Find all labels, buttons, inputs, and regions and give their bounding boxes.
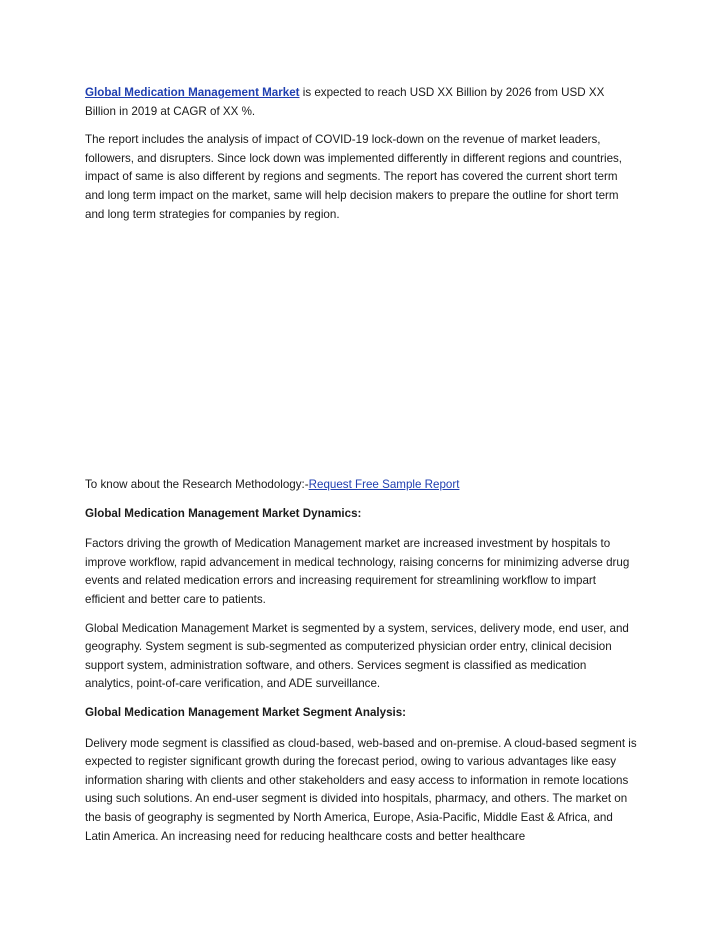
segment-paragraph: Delivery mode segment is classified as cloud-based, web-based and on-premise. A cloud-based segment is expected to register significant growth during the forecast period, owing to various advantages like easy information sharing with clients and other stakeholders and easy access to information in remote locations using such solutions. An end-user segment is divided into hospitals, pharmacy, and others. The market on the basis of geography is segmented by North America, Europe, Asia-Pacific, Middle East & Africa, and Latin America. An increasing need for reducing healthcare costs and better healthcare bbox=[85, 736, 637, 843]
dynamics-paragraph: Factors driving the growth of Medication Management market are increased investment by hospitals to improve workflow, rapid advancement in medical technology, raising concerns for minimizing adverse drug events and related medication errors and increasing requirement for streamlining workflow to impart efficient and better care to patients. bbox=[85, 537, 630, 606]
bottom-text-block bbox=[85, 476, 637, 856]
sample-report-link[interactable]: Request Free Sample Report bbox=[308, 478, 460, 491]
segment-analysis-heading: Global Medication Management Market Segment Analysis: bbox=[85, 705, 407, 719]
intro-paragraph bbox=[85, 84, 637, 121]
top-text-block bbox=[85, 84, 637, 234]
market-report-link[interactable]: Global Medication Management Market bbox=[85, 86, 300, 99]
covid-paragraph: The report includes the analysis of impact of COVID-19 lock-down on the revenue of market leaders, followers, and disrupters. Since lock down was implemented differently in different regions and countries, impact of same is also different by regions and segments. The report has covered the current short term and long term impact on the market, same will help decision makers to prepare the outline for short term and long term strategies for companies by region. bbox=[85, 133, 623, 221]
intro-text: is expected to reach USD XX Billion by 2026 from USD XX Billion in 2019 at CAGR of XX %. bbox=[85, 86, 605, 118]
segmentation-paragraph: Global Medication Management Market is segmented by a system, services, delivery mode, end user, and geography. System segment is sub-segmented as computerized physician order entry, clinical decision support system, administration software, and others. Services segment is classified as medication analytics, point-of-care verification, and ADE surveillance. bbox=[85, 621, 629, 691]
methodology-line bbox=[85, 476, 637, 495]
dynamics-heading: Global Medication Management Market Dynamics: bbox=[85, 506, 362, 520]
methodology-text: To know about the Research Methodology:- bbox=[85, 478, 309, 491]
